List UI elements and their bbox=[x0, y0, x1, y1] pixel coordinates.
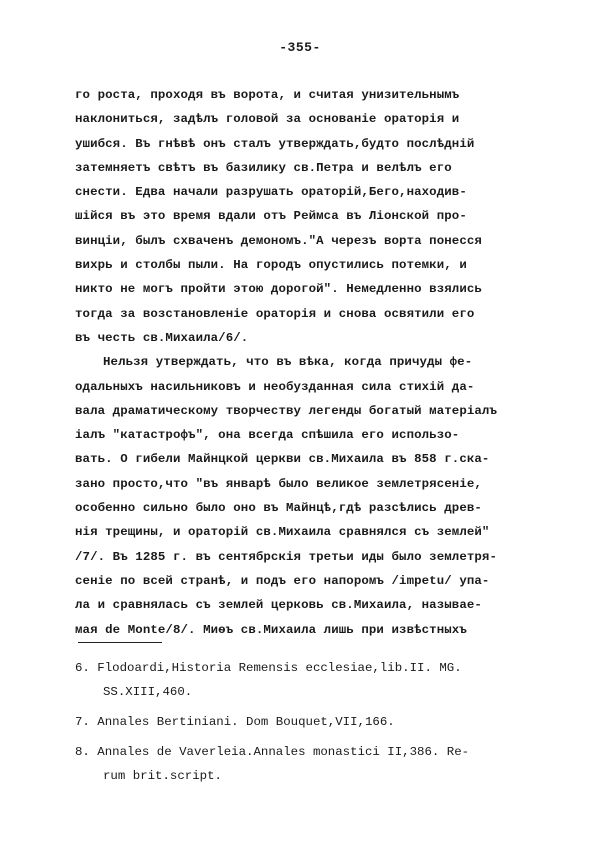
text-line: /7/. Въ 1285 г. въ сентябрскія третьи иды было землетря- bbox=[75, 549, 497, 564]
text-line: наклониться, задѣлъ головой за основаніе ораторія и bbox=[75, 112, 460, 127]
text-line: ушибся. Въ гнѣвѣ онъ сталъ утверждать,будто послѣдній bbox=[75, 136, 475, 151]
text-line: ла и сравнялась съ землей церковь св.Михаила, называе- bbox=[75, 598, 482, 613]
text-line: никто не могъ пройти этою дорогой". Немедленно взялись bbox=[75, 282, 482, 297]
text-line: вала драматическому творчеству легенды богатый матеріалъ bbox=[75, 403, 497, 418]
text-line: вихрь и столбы пыли. На городъ опустились потемки, и bbox=[75, 258, 467, 273]
text-line: затемняетъ свѣтъ въ базилику св.Петра и велѣлъ его bbox=[75, 160, 452, 175]
footnote-8: 8. Annales de Vaverleia.Annales monastici II,386. Re- bbox=[75, 745, 470, 759]
footnote-6: 6. Flodoardi,Historia Remensis ecclesiae,lib.II. MG. bbox=[75, 661, 462, 675]
text-line: шійся въ это время вдали отъ Реймса въ Ліонской про- bbox=[75, 209, 467, 224]
text-line: снести. Едва начали разрушать ораторій,Бего,находив- bbox=[75, 185, 467, 200]
text-line: нія трещины, и ораторій св.Михаила сравнялся съ землей" bbox=[75, 525, 490, 540]
text-line: мая de Monte/8/. Миѳъ св.Михаила лишь при извѣстныхъ bbox=[75, 622, 467, 637]
footnote-8-continued: rum brit.script. bbox=[103, 769, 222, 783]
text-line: одальныхъ насильниковъ и необузданная сила стихій да- bbox=[75, 379, 475, 394]
footnote-7: 7. Annales Bertiniani. Dom Bouquet,VII,166. bbox=[75, 715, 395, 729]
footnote-6-continued: SS.XIII,460. bbox=[103, 685, 193, 699]
text-line: тогда за возстановленіе ораторія и снова освятили его bbox=[75, 306, 475, 321]
text-line: особенно сильно было оно въ Майнцѣ,гдѣ разсѣлись древ- bbox=[75, 501, 482, 516]
text-line: вать. О гибели Майнцкой церкви св.Михаила въ 858 г.ска- bbox=[75, 452, 490, 467]
paragraph-start-line: Нельзя утверждать, что въ вѣка, когда причуды фе- bbox=[103, 355, 473, 370]
body-text bbox=[75, 83, 565, 642]
footnotes bbox=[75, 656, 570, 788]
text-line: сеніе по всей странѣ, и подъ его напоромъ /impetu/ упа- bbox=[75, 573, 490, 588]
text-line: въ честь св.Михаила/6/. bbox=[75, 330, 249, 345]
text-line: іалъ "катастрофъ", она всегда спѣшила его использо- bbox=[75, 428, 460, 443]
footnote-separator bbox=[78, 642, 162, 643]
text-line: винціи, былъ схваченъ демономъ."А черезъ ворта понесся bbox=[75, 233, 482, 248]
text-line: го роста, проходя въ ворота, и считая унизительнымъ bbox=[75, 88, 460, 102]
page-number: -355- bbox=[279, 40, 321, 55]
text-line: зано просто,что "въ январѣ было великое землетрясеніе, bbox=[75, 476, 482, 491]
